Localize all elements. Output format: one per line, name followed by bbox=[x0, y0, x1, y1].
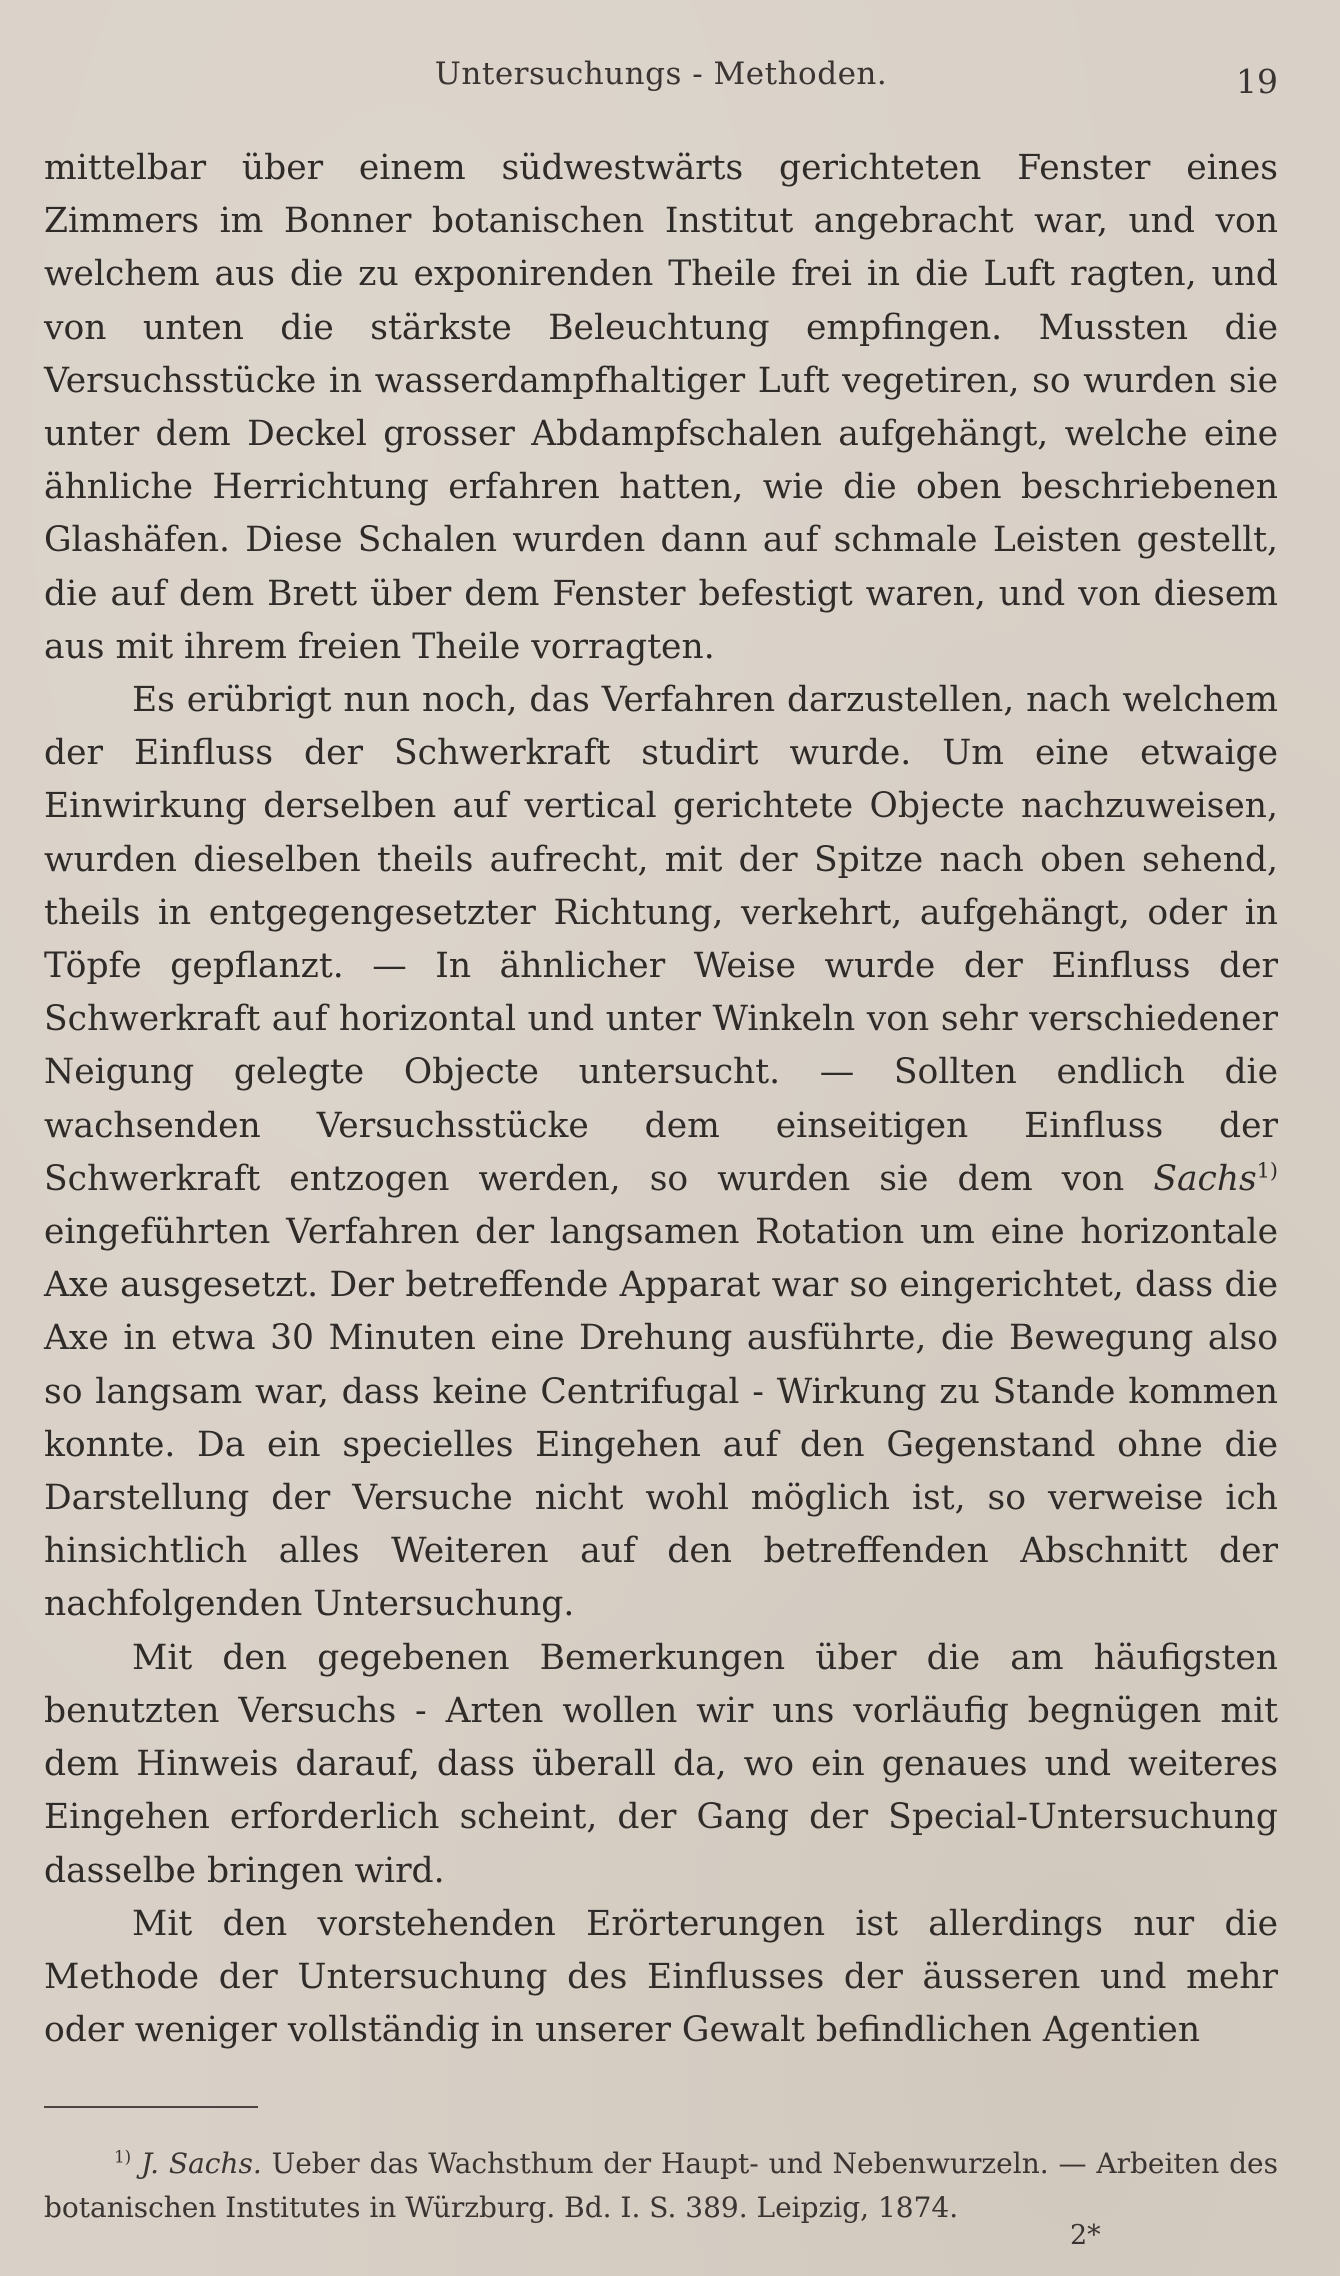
footnote-1 bbox=[44, 2142, 1278, 2230]
footnote-text: Ueber das Wachsthum der Haupt- und Nebenwurzeln. — Arbeiten des botanischen Institutes in Würzburg. Bd. I. S. 389. Leipzig, 1874. bbox=[44, 2147, 1278, 2224]
paragraph-2 bbox=[44, 674, 1278, 1632]
cited-author: Sachs bbox=[1153, 1158, 1257, 1199]
paragraph-1: mittelbar über einem südwestwärts gerichteten Fenster eines Zimmers im Bonner botanischen Institut angebracht war, und von welchem aus die zu exponirenden Theile frei in die Luft ragten, und von unten die stärkste Beleuchtung empfingen. Mussten die Versuchsstücke in wasserdampfhaltiger Luft vegetiren, so wurden sie unter dem Deckel grosser Abdampfschalen aufgehängt, welche eine ähnliche Herrichtung erfahren hatten, wie die oben beschriebenen Glashäfen. Diese Schalen wurden dann auf schmale Leisten gestellt, die auf dem Brett über dem Fenster befestigt waren, und von diesem aus mit ihrem freien Theile vorragten. bbox=[44, 148, 1278, 667]
page-number: 19 bbox=[1236, 62, 1278, 101]
body-text bbox=[44, 142, 1278, 2057]
footnote-mark: 1) bbox=[114, 2146, 132, 2167]
footnote-reference: 1) bbox=[1256, 1158, 1278, 1183]
paragraph-2-text-a: Es erübrigt nun noch, das Verfahren darzustellen, nach welchem der Einfluss der Schwerkraft studirt wurde. Um eine etwaige Einwirkung derselben auf vertical gerichtete Objecte nachzuweisen, wurden dieselben theils aufrecht, mit der Spitze nach oben sehend, theils in entgegengesetzter Richtung, verkehrt, aufgehängt, oder in Töpfe gepflanzt. — In ähnlicher Weise wurde der Einfluss der Schwerkraft auf horizontal und unter Winkeln von sehr verschiedener Neigung gelegte Objecte untersucht. — Sollten endlich die wachsenden Versuchsstücke dem einseitigen Einfluss der Schwerkraft entzogen werden, so wurden sie dem von bbox=[44, 680, 1278, 1199]
footnote bbox=[44, 2142, 1278, 2230]
paragraph-2-text-b: eingeführten Verfahren der langsamen Rotation um eine horizontale Axe ausgesetzt. Der betreffende Apparat war so eingerichtet, dass die Axe in etwa 30 Minuten eine Drehung ausführte, die Bewegung also so langsam war, dass keine Centrifugal - Wirkung zu Stande kommen konnte. Da ein specielles Eingehen auf den Gegenstand ohne die Darstellung der Versuche nicht wohl möglich ist, so verweise ich hinsichtlich alles Weiteren auf den betreffenden Abschnitt der nachfolgenden Untersuchung. bbox=[44, 1212, 1278, 1625]
paragraph-3: Mit den gegebenen Bemerkungen über die am häufigsten benutzten Versuchs - Arten wollen wir uns vorläufig begnügen mit dem Hinweis darauf, dass überall da, wo ein genaues und weiteres Eingehen erforderlich scheint, der Gang der Special-Untersuchung dasselbe bringen wird. bbox=[44, 1637, 1278, 1891]
page-header bbox=[44, 56, 1278, 108]
footnote-author: J. Sachs. bbox=[141, 2147, 262, 2180]
paragraph-4: Mit den vorstehenden Erörterungen ist allerdings nur die Methode der Untersuchung des Einflusses der äusseren und mehr oder weniger vollständig in unserer Gewalt befindlichen Agentien bbox=[44, 1903, 1278, 2051]
signature-mark: 2* bbox=[1070, 2220, 1101, 2251]
running-title: Untersuchungs - Methoden. bbox=[434, 56, 888, 92]
footnote-divider bbox=[44, 2106, 258, 2108]
